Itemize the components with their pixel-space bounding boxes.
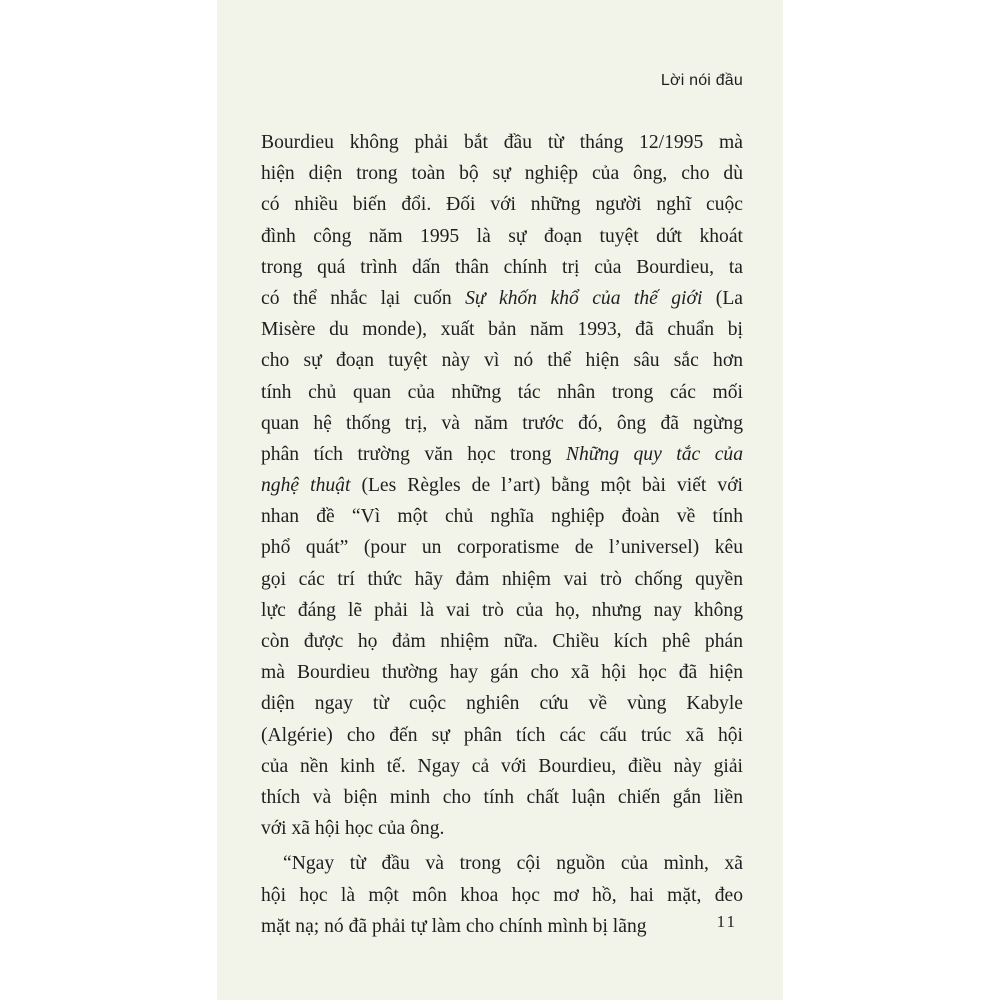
text-line xyxy=(261,880,743,911)
text-run: có nhiều biến đổi. Đối với những người nghĩ cuộc xyxy=(261,194,743,216)
text-line xyxy=(261,626,743,657)
text-line xyxy=(261,221,743,252)
text-line xyxy=(261,751,743,782)
paragraph-2 xyxy=(261,848,743,942)
text-line xyxy=(261,657,743,688)
text-run: hội học là một môn khoa học mơ hồ, hai mặt, đeo xyxy=(261,884,743,906)
text-line xyxy=(261,377,743,408)
text-run: diện ngay từ cuộc nghiên cứu về vùng Kabyle xyxy=(261,693,743,715)
text-line xyxy=(261,345,743,376)
text-line xyxy=(261,532,743,563)
text-run: với xã hội học của ông. xyxy=(261,818,445,840)
text-run: quan hệ thống trị, và năm trước đó, ông đã ngừng xyxy=(261,412,743,434)
text-run: đình công năm 1995 là sự đoạn tuyệt dứt khoát xyxy=(261,225,743,247)
text-line xyxy=(261,283,743,314)
text-run: nhan đề “Vì một chủ nghĩa nghiệp đoàn về tính xyxy=(261,506,743,528)
text-line xyxy=(261,127,743,158)
text-line xyxy=(261,848,743,879)
text-line xyxy=(261,720,743,751)
text-run: trong quá trình dấn thân chính trị của Bourdieu, ta xyxy=(261,256,743,278)
text-run: gọi các trí thức hãy đảm nhiệm vai trò chống quyền xyxy=(261,568,743,590)
paragraph-1 xyxy=(261,127,743,844)
text-line xyxy=(261,688,743,719)
text-line xyxy=(261,564,743,595)
page-number: 11 xyxy=(716,912,737,931)
text-run: (Les Règles de l’art) bằng một bài viết với xyxy=(350,475,743,497)
text-run: tính chủ quan của những tác nhân trong các mối xyxy=(261,381,743,403)
italic-title: nghệ thuật xyxy=(261,475,351,497)
text-run: Bourdieu không phải bắt đầu từ tháng 12/1995 mà xyxy=(261,132,743,153)
text-line xyxy=(261,813,743,844)
text-run: “Ngay từ đầu và trong cội nguồn của mình, xã xyxy=(283,853,743,875)
body-text xyxy=(261,127,743,942)
text-line xyxy=(261,439,743,470)
text-run: lực đáng lẽ phải là vai trò của họ, nhưng nay không xyxy=(261,599,743,621)
italic-title: Những quy tắc của xyxy=(565,443,743,465)
text-run: mà Bourdieu thường hay gán cho xã hội học đã hiện xyxy=(261,662,743,684)
text-line xyxy=(261,911,743,942)
text-run: còn được họ đảm nhiệm nữa. Chiều kích phê phán xyxy=(261,631,743,652)
text-line xyxy=(261,252,743,283)
text-line xyxy=(261,158,743,189)
text-line xyxy=(261,408,743,439)
text-run: phân tích trường văn học trong xyxy=(261,443,566,465)
text-run: hiện diện trong toàn bộ sự nghiệp của ông, cho dù xyxy=(261,163,743,185)
text-line xyxy=(261,782,743,813)
text-run: của nền kinh tế. Ngay cả với Bourdieu, điều này giải xyxy=(261,755,743,777)
running-header: Lời nói đầu xyxy=(660,72,743,89)
text-line xyxy=(261,314,743,345)
book-page xyxy=(217,0,783,1000)
text-line xyxy=(261,501,743,532)
text-run: thích và biện minh cho tính chất luận chiến gắn liền xyxy=(261,786,743,808)
text-line xyxy=(261,470,743,501)
text-run: có thể nhắc lại cuốn xyxy=(261,287,466,309)
text-line xyxy=(261,189,743,220)
text-run: phổ quát” (pour un corporatisme de l’universel) kêu xyxy=(261,537,743,559)
italic-title: Sự khốn khổ của thế giới xyxy=(465,287,703,309)
text-run: (Algérie) cho đến sự phân tích các cấu trúc xã hội xyxy=(261,724,743,746)
text-run: Misère du monde), xuất bản năm 1993, đã chuẩn bị xyxy=(261,319,743,341)
text-run: mặt nạ; nó đã phải tự làm cho chính mình bị lãng xyxy=(261,915,647,937)
text-line xyxy=(261,595,743,626)
text-run: (La xyxy=(702,287,743,309)
text-run: cho sự đoạn tuyệt này vì nó thể hiện sâu sắc hơn xyxy=(261,350,743,372)
